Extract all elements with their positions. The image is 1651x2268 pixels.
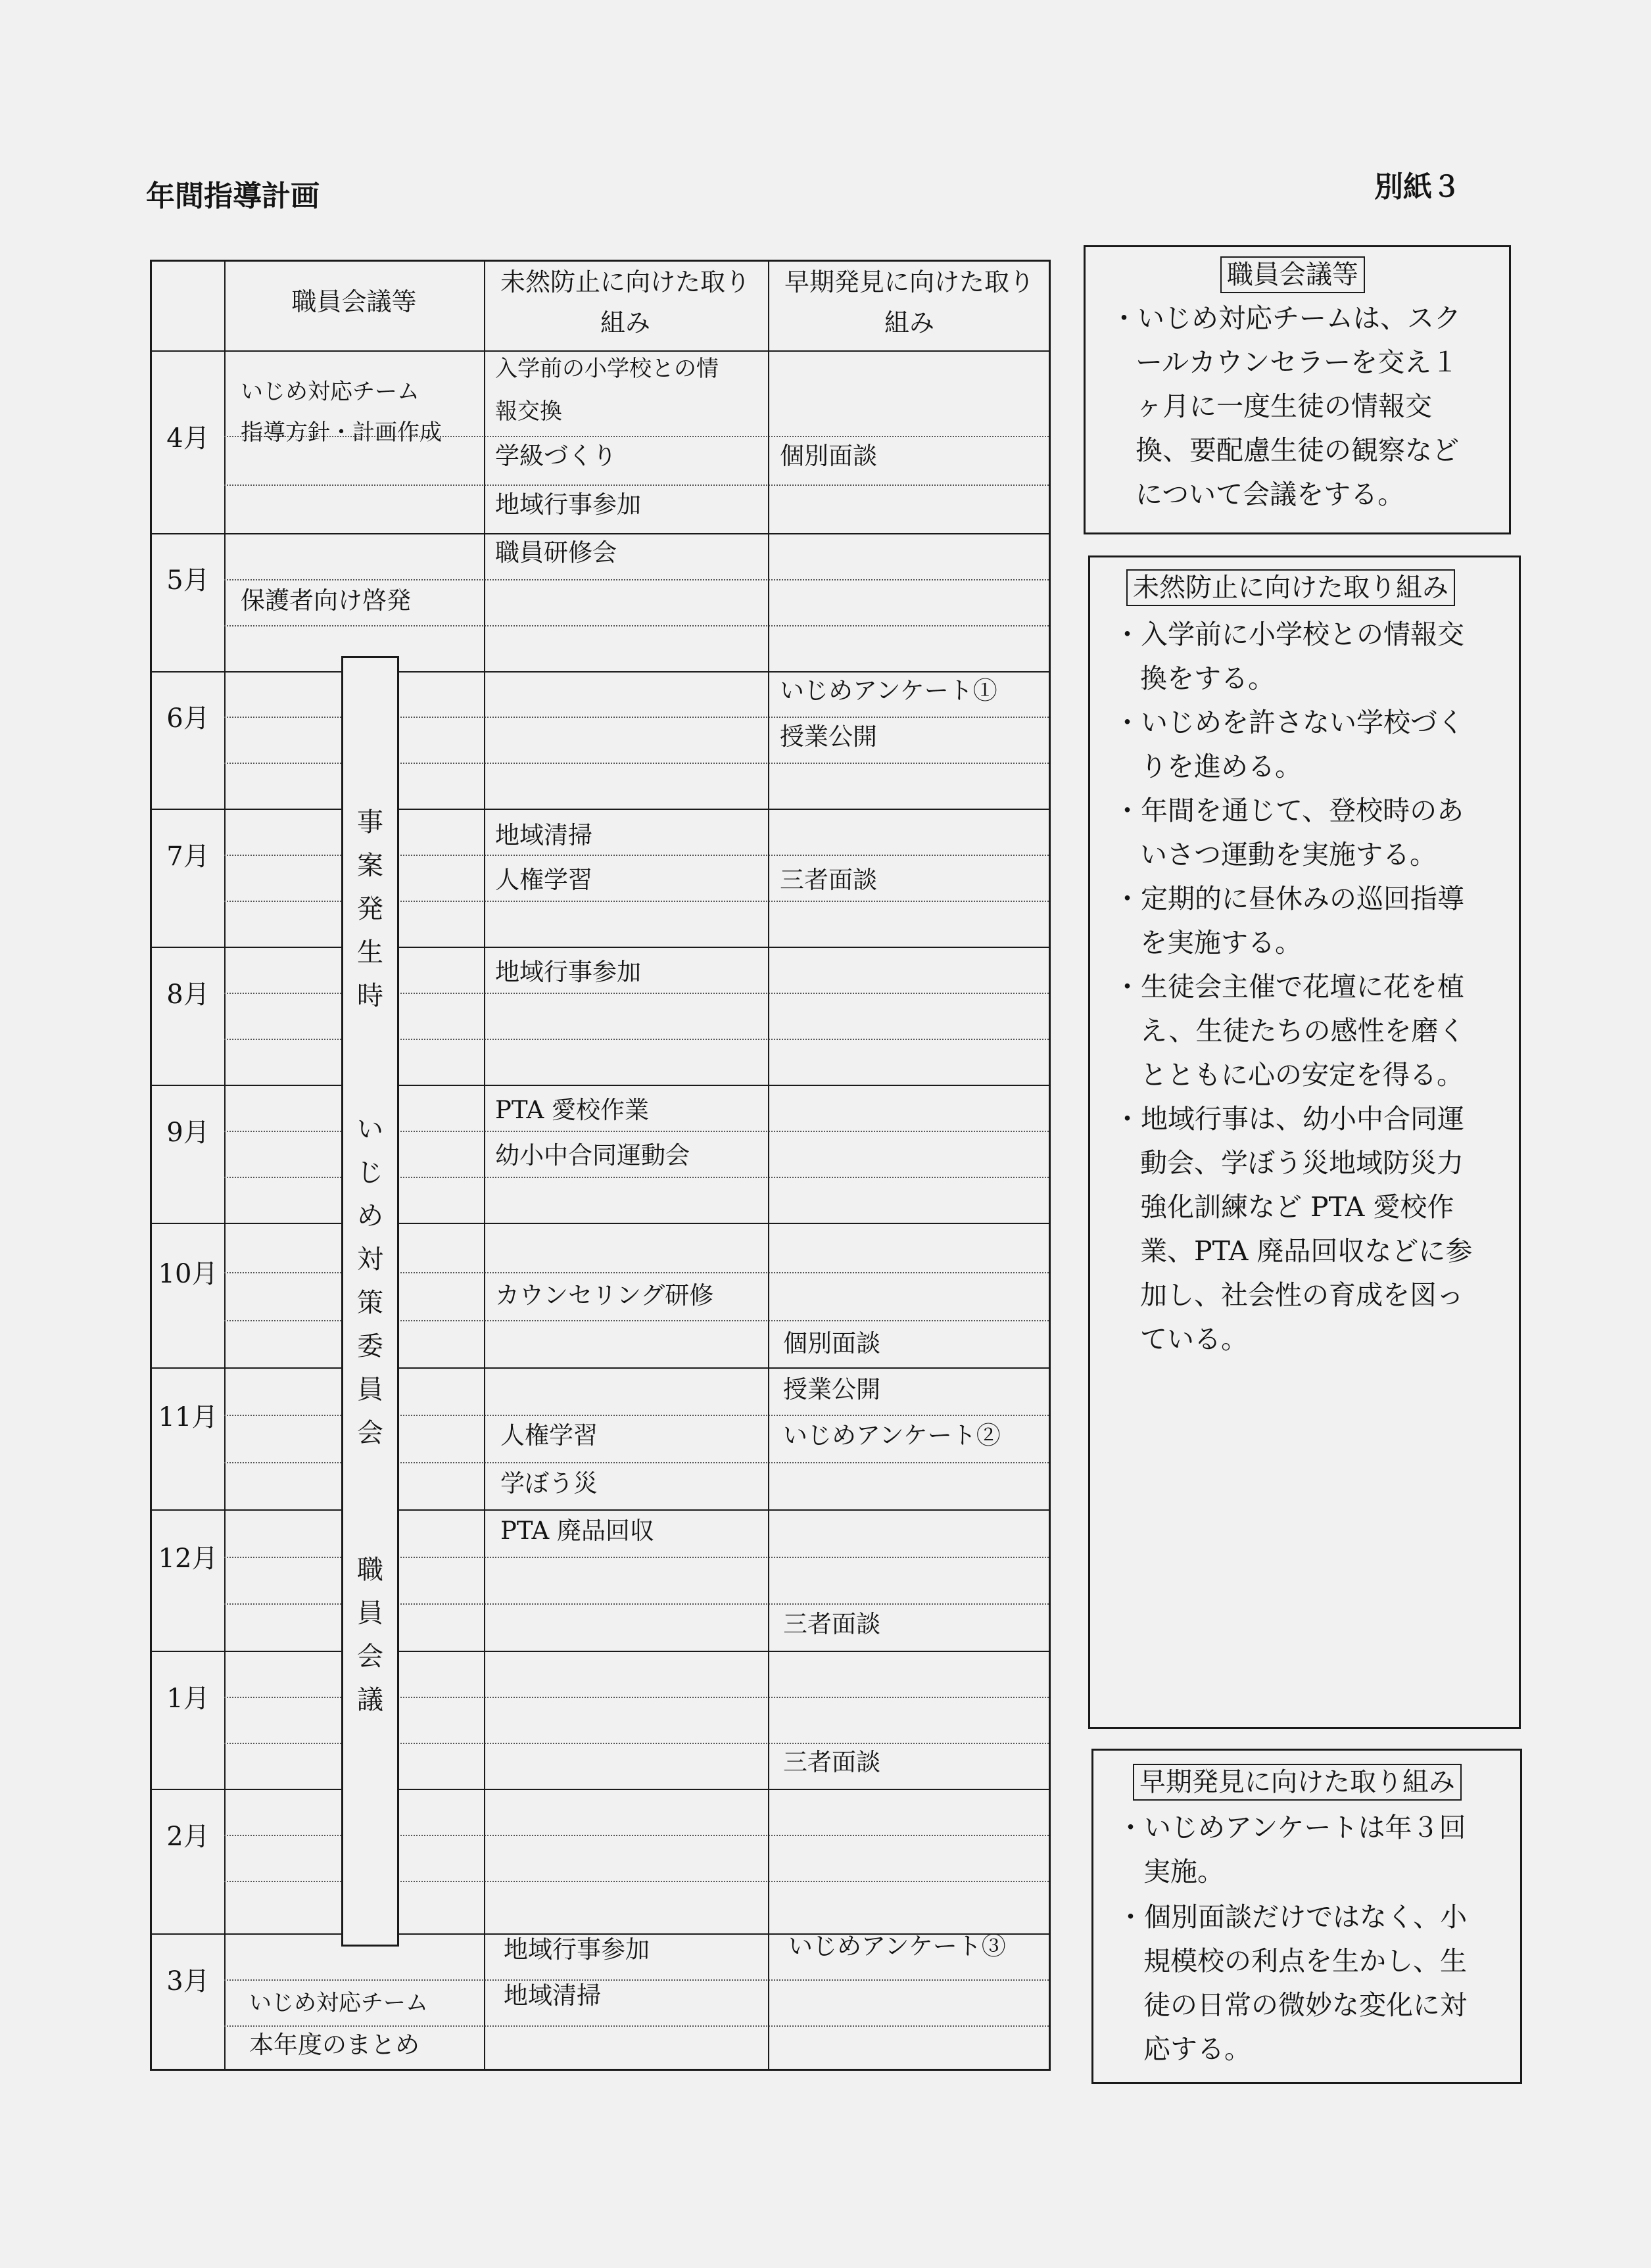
early-nov2: いじめアンケート② — [783, 1421, 1001, 1450]
prevention-mar2: 地域清掃 — [504, 1981, 601, 2010]
committee-char: 会 — [357, 1418, 383, 1448]
early-notes-line: ・いじめアンケートは年３回 — [1117, 1812, 1466, 1843]
meeting-notes-line: ヶ月に一度生徒の情報交 — [1136, 390, 1432, 422]
month-label: 4月 — [166, 423, 210, 454]
early-notes-line: 応する。 — [1143, 2033, 1251, 2065]
committee-char: 員 — [357, 1375, 383, 1405]
row-rule — [224, 2025, 1049, 2027]
prevention-notes-line: ・定期的に昼休みの巡回指導 — [1114, 883, 1464, 914]
row-rule — [224, 1979, 1049, 1981]
row-rule — [224, 579, 1049, 580]
committee-char: 事 — [357, 807, 383, 838]
month-rule — [152, 1085, 1049, 1086]
month-label: 12月 — [158, 1544, 218, 1574]
prevention-notes-line: 換をする。 — [1140, 663, 1275, 694]
early-jun2: 授業公開 — [780, 722, 877, 751]
meeting-may: 保護者向け啓発 — [241, 586, 411, 615]
committee-vertical-box — [341, 656, 399, 1947]
committee-char: 案 — [357, 851, 383, 881]
prevention-notes-line: 加し、社会性の育成を図っ — [1140, 1279, 1464, 1311]
prevention-apr1-line1: 入学前の小学校との情 — [495, 356, 719, 382]
prevention-may1: 職員研修会 — [495, 538, 617, 567]
committee-char: 員 — [357, 1598, 383, 1628]
early-apr2: 個別面談 — [780, 442, 877, 470]
committee-char: 議 — [357, 1685, 383, 1715]
month-rule — [152, 1651, 1049, 1652]
early-notes-title: 早期発見に向けた取り組み — [1133, 1764, 1462, 1801]
early-mar1: いじめアンケート③ — [788, 1932, 1006, 1960]
committee-char: 発 — [357, 894, 383, 924]
month-label: 2月 — [166, 1822, 210, 1852]
early-nov1: 授業公開 — [783, 1375, 880, 1404]
prevention-notes-line: ・年間を通じて、登校時のあ — [1114, 795, 1464, 826]
prevention-sep1: PTA 愛校作業 — [495, 1096, 650, 1124]
prevention-notes-line: ・入学前に小学校との情報交 — [1114, 619, 1464, 650]
meeting-notes-line: について会議をする。 — [1136, 479, 1405, 510]
early-jun1: いじめアンケート① — [780, 676, 997, 705]
meeting-apr-line1: いじめ対応チーム — [241, 379, 419, 405]
prevention-apr2: 学級づくり — [495, 442, 617, 470]
meeting-notes-line: 換、要配慮生徒の観察など — [1136, 435, 1459, 466]
prevention-notes-line: ・いじめを許さない学校づく — [1114, 707, 1464, 738]
sheet-label: 別紙３ — [1374, 170, 1461, 204]
prevention-notes-line: りを進める。 — [1140, 751, 1302, 782]
prevention-nov3: 学ぼう災 — [500, 1469, 598, 1498]
prevention-notes-box — [1088, 555, 1521, 1729]
header-meeting: 職員会議等 — [291, 287, 417, 316]
header-early: 早期発見に向けた取り組み — [784, 268, 1034, 337]
month-label: 1月 — [166, 1684, 210, 1714]
early-oct3: 個別面談 — [783, 1329, 880, 1358]
committee-char: 対 — [357, 1244, 383, 1275]
annual-schedule-table — [150, 260, 1051, 2071]
row-rule — [224, 625, 1049, 626]
month-label: 3月 — [166, 1966, 210, 1996]
meeting-notes-box — [1084, 245, 1511, 534]
prevention-jul2: 人権学習 — [495, 866, 592, 894]
early-jul2: 三者面談 — [780, 866, 877, 894]
month-label: 11月 — [158, 1402, 218, 1432]
prevention-apr1-line2: 報交換 — [495, 398, 562, 425]
meeting-mar-line2: 本年度のまとめ — [249, 2031, 419, 2059]
early-notes-line: ・個別面談だけではなく、小 — [1117, 1901, 1468, 1933]
header-rule — [152, 350, 1049, 352]
month-rule — [152, 1509, 1049, 1511]
prevention-notes-line: 業、PTA 廃品回収などに参 — [1140, 1235, 1473, 1267]
early-jan3: 三者面談 — [783, 1748, 880, 1776]
committee-char: 時 — [357, 981, 383, 1011]
committee-char: 会 — [357, 1642, 383, 1672]
committee-char: じ — [357, 1158, 383, 1188]
month-label: 9月 — [166, 1118, 210, 1148]
meeting-notes-line: ・いじめ対応チームは、スク — [1111, 302, 1461, 334]
month-rule — [152, 1789, 1049, 1790]
prevention-notes-line: 強化訓練など PTA 愛校作 — [1140, 1191, 1454, 1223]
prevention-notes-title: 未然防止に向けた取り組み — [1126, 569, 1455, 606]
month-rule — [152, 533, 1049, 534]
early-notes-line: 規模校の利点を生かし、生 — [1143, 1945, 1467, 1977]
committee-char: 策 — [357, 1288, 383, 1318]
row-rule — [224, 484, 1049, 486]
prevention-notes-line: とともに心の安定を得る。 — [1140, 1059, 1464, 1091]
prevention-notes-line: え、生徒たちの感性を磨く — [1140, 1015, 1466, 1047]
header-prevention: 未然防止に向けた取り組み — [500, 268, 750, 337]
prevention-mar1: 地域行事参加 — [504, 1935, 650, 1964]
prevention-nov2: 人権学習 — [500, 1421, 598, 1450]
prevention-sep2: 幼小中合同運動会 — [495, 1141, 690, 1169]
prevention-notes-line: を実施する。 — [1140, 927, 1302, 958]
prevention-jul1: 地域清掃 — [495, 821, 592, 849]
month-rule — [152, 947, 1049, 948]
month-rule — [152, 671, 1049, 673]
page-title: 年間指導計画 — [146, 179, 320, 213]
prevention-notes-line: 動会、学ぼう災地域防災力 — [1140, 1147, 1464, 1179]
prevention-aug1: 地域行事参加 — [495, 958, 641, 986]
prevention-apr3: 地域行事参加 — [495, 490, 641, 519]
month-label: 6月 — [166, 703, 210, 734]
committee-char: 委 — [357, 1331, 383, 1361]
month-label: 8月 — [166, 980, 210, 1010]
month-label: 10月 — [158, 1259, 218, 1289]
committee-char: い — [357, 1114, 383, 1145]
committee-char: 職 — [357, 1555, 383, 1585]
committee-char: め — [357, 1201, 383, 1231]
month-label: 7月 — [166, 841, 210, 872]
month-label: 5月 — [166, 565, 210, 596]
prevention-dec1: PTA 廃品回収 — [500, 1517, 655, 1545]
prevention-oct2: カウンセリング研修 — [495, 1281, 714, 1310]
committee-char: 生 — [357, 937, 383, 968]
prevention-notes-line: ・生徒会主催で花壇に花を植 — [1114, 971, 1464, 1003]
month-rule — [152, 1223, 1049, 1224]
prevention-notes-line: ・地域行事は、幼小中合同運 — [1114, 1103, 1464, 1135]
month-rule — [152, 809, 1049, 810]
meeting-mar-line1: いじめ対応チーム — [249, 1990, 428, 2016]
early-notes-box — [1091, 1749, 1522, 2084]
prevention-notes-line: いさつ運動を実施する。 — [1140, 839, 1437, 870]
meeting-apr-line2: 指導方針・計画作成 — [241, 419, 442, 446]
early-dec3: 三者面談 — [783, 1610, 880, 1638]
early-notes-line: 徒の日常の微妙な変化に対 — [1143, 1989, 1467, 2021]
early-notes-line: 実施。 — [1143, 1856, 1224, 1887]
meeting-notes-line: ールカウンセラーを交え１ — [1136, 346, 1459, 378]
prevention-notes-line: ている。 — [1140, 1323, 1248, 1355]
meeting-notes-title: 職員会議等 — [1220, 256, 1365, 293]
month-rule — [152, 1367, 1049, 1369]
